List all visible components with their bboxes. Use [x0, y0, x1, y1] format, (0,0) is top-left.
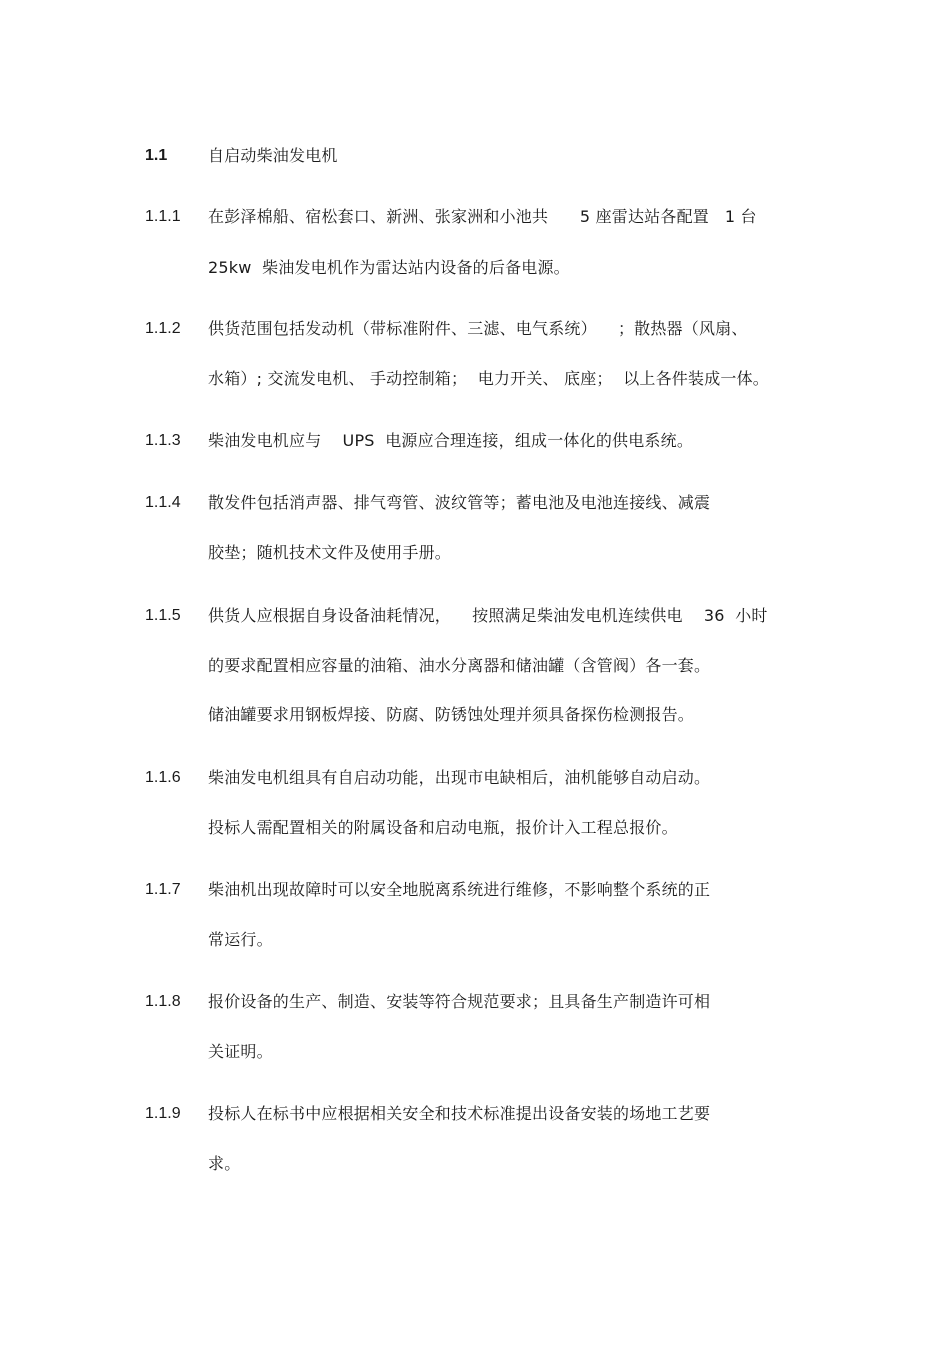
item-text-line: 在彭泽棉船、宿松套口、新洲、张家洲和小池共 5 座雷达站各配置 1 台: [208, 207, 757, 226]
item-text-line: 25kw 柴油发电机作为雷达站内设备的后备电源。: [208, 258, 570, 277]
item-text-line: 关证明。: [208, 1042, 273, 1061]
item-text-line: 胶垫；随机技术文件及使用手册。: [208, 543, 452, 562]
item-text-line: 求。: [208, 1154, 241, 1173]
item-text-line: 柴油发电机应与 UPS 电源应合理连接，组成一体化的供电系统。: [208, 431, 694, 450]
item-number: 1.1.5: [145, 607, 181, 624]
item-text-line: 柴油机出现故障时可以安全地脱离系统进行维修，不影响整个系统的正: [208, 880, 711, 899]
item-number: 1.1.8: [145, 993, 181, 1010]
item-number: 1.1.2: [145, 320, 181, 337]
item-text-line: 供货范围包括发动机（带标准附件、三滤、电气系统） ；散热器（风扇、: [208, 319, 748, 338]
item-text-line: 投标人在标书中应根据相关安全和技术标准提出设备安装的场地工艺要: [208, 1104, 711, 1123]
item-number: 1.1.3: [145, 432, 181, 449]
item-number: 1.1.7: [145, 881, 181, 898]
section-title: 自启动柴油发电机: [208, 146, 338, 165]
item-number: 1.1.1: [145, 208, 181, 225]
item-text-line: 的要求配置相应容量的油箱、油水分离器和储油罐（含管阀）各一套。: [208, 656, 711, 675]
item-text-line: 供货人应根据自身设备油耗情况， 按照满足柴油发电机连续供电 36 小时: [208, 606, 768, 625]
item-number: 1.1.9: [145, 1105, 181, 1122]
item-text-line: 柴油发电机组具有自启动功能，出现市电缺相后，油机能够自动启动。: [208, 768, 711, 787]
section-number: 1.1: [145, 147, 168, 164]
item-text-line: 投标人需配置相关的附属设备和启动电瓶，报价计入工程总报价。: [208, 818, 678, 837]
item-text-line: 常运行。: [208, 930, 273, 949]
item-text-line: 水箱）; 交流发电机、 手动控制箱； 电力开关、 底座； 以上各件装成一体。: [208, 369, 769, 388]
item-number: 1.1.4: [145, 494, 181, 511]
item-number: 1.1.6: [145, 769, 181, 786]
item-text-line: 报价设备的生产、制造、安装等符合规范要求；且具备生产制造许可相: [208, 992, 711, 1011]
item-text-line: 储油罐要求用钢板焊接、防腐、防锈蚀处理并须具备探伤检测报告。: [208, 705, 695, 724]
item-text-line: 散发件包括消声器、排气弯管、波纹管等；蓄电池及电池连接线、减震: [208, 493, 711, 512]
